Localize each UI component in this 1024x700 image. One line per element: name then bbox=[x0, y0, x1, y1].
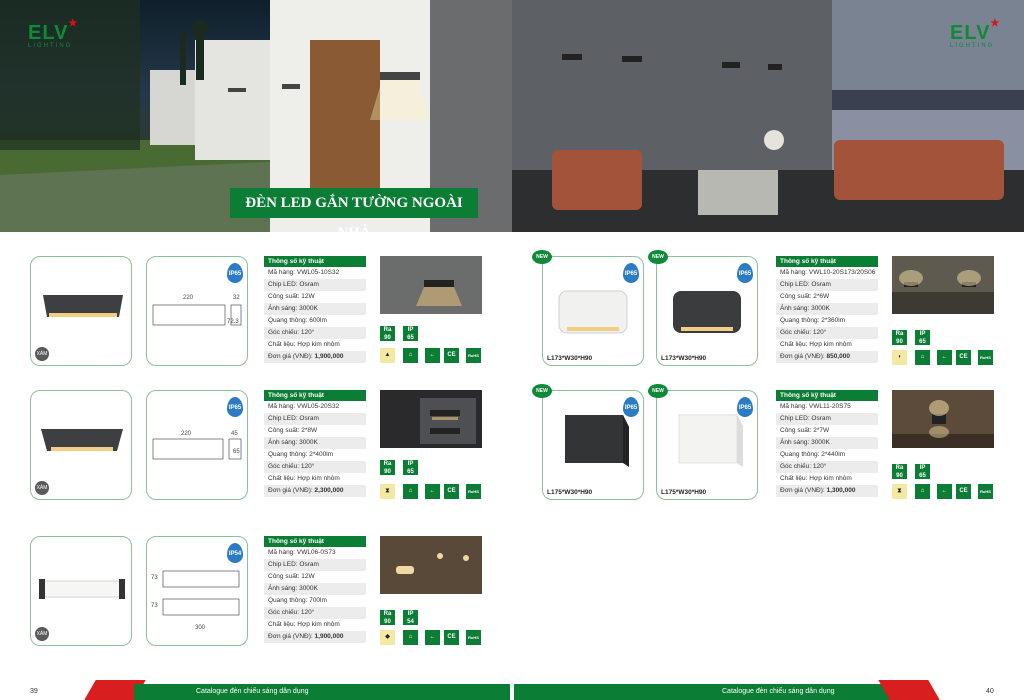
arrow-icon: ← bbox=[937, 350, 952, 365]
dim-depth: 45 bbox=[231, 431, 238, 437]
spec-flux: Quang thông: 2*440lm bbox=[776, 449, 878, 461]
size-label: L173*W30*H90 bbox=[661, 355, 707, 362]
spec-angle: Góc chiếu: 120° bbox=[264, 607, 366, 619]
outdoor-icon: ⌂ bbox=[915, 350, 930, 365]
product-lamp-image bbox=[557, 289, 629, 335]
spec-power: Công suất: 12W bbox=[264, 571, 366, 583]
spec-flux: Quang thông: 600lm bbox=[264, 315, 366, 327]
product-lamp-image bbox=[559, 411, 631, 467]
arrow-icon: ← bbox=[425, 484, 440, 499]
outdoor-icon: ⌂ bbox=[915, 484, 930, 499]
outdoor-icon: ⌂ bbox=[403, 484, 418, 499]
spec-price: Đơn giá (VNĐ): 2,300,000 bbox=[264, 485, 366, 497]
product-lamp-image bbox=[671, 289, 743, 335]
spec-power: Công suất: 2*6W bbox=[776, 291, 878, 303]
installation-photo bbox=[892, 256, 994, 314]
hero-scene-right bbox=[512, 0, 1024, 232]
product-card-black-vwl11 bbox=[542, 390, 644, 500]
spec-title: Thông số kỹ thuật bbox=[776, 256, 878, 267]
dimension-card-vwl06-0s73 bbox=[146, 536, 248, 646]
spec-table-vwl10 bbox=[776, 256, 878, 363]
product-card-white-vwl11 bbox=[656, 390, 758, 500]
product-lamp-image bbox=[39, 425, 127, 455]
spec-code: Mã hàng: VWL10-20S173/20S06 bbox=[776, 267, 878, 279]
arrow-icon: ← bbox=[937, 484, 952, 499]
hero-image-right bbox=[512, 0, 1024, 232]
ra-icon: Ra 90 bbox=[892, 464, 907, 479]
spec-angle: Góc chiếu: 120° bbox=[776, 327, 878, 339]
new-badge: NEW bbox=[532, 250, 552, 264]
dim-width: 300 bbox=[195, 625, 206, 631]
brand-logo-right: ELV ★ LIGHTING bbox=[950, 18, 1001, 49]
page-number-left: 39 bbox=[30, 688, 38, 695]
beam-icon: ◆ bbox=[380, 630, 395, 645]
spec-material: Chất liệu: Hợp kim nhôm bbox=[776, 339, 878, 351]
ce-icon: CE bbox=[444, 484, 459, 499]
spec-code: Mã hàng: VWL05-20S32 bbox=[264, 401, 366, 413]
spec-table-vwl05-10s32 bbox=[264, 256, 366, 363]
ip-icon: IP 65 bbox=[915, 464, 930, 479]
spec-light: Ánh sáng: 3000K bbox=[264, 437, 366, 449]
ip-icon: IP 65 bbox=[915, 330, 930, 345]
spec-power: Công suất: 2*7W bbox=[776, 425, 878, 437]
certification-icons bbox=[380, 460, 482, 502]
dimension-drawing bbox=[157, 567, 247, 627]
rohs-icon: RoHS bbox=[466, 630, 481, 645]
ip-rating-badge: IP65 bbox=[623, 263, 639, 283]
spec-chip: Chip LED: Osram bbox=[264, 559, 366, 571]
rohs-icon: RoHS bbox=[466, 484, 481, 499]
ip-rating-badge: IP65 bbox=[227, 397, 243, 417]
spec-flux: Quang thông: 700lm bbox=[264, 595, 366, 607]
spec-angle: Góc chiếu: 120° bbox=[264, 461, 366, 473]
product-lamp-image bbox=[37, 575, 127, 603]
dimension-card-vwl05-10s32 bbox=[146, 256, 248, 366]
spec-title: Thông số kỹ thuật bbox=[264, 256, 366, 267]
spec-chip: Chip LED: Osram bbox=[776, 279, 878, 291]
dim-height: 72.3 bbox=[227, 319, 239, 325]
new-badge: NEW bbox=[648, 384, 668, 398]
ip-rating-badge: IP65 bbox=[623, 397, 639, 417]
footer-caption-right: Catalogue đèn chiếu sáng dân dụng bbox=[722, 688, 835, 695]
ce-icon: CE bbox=[956, 350, 971, 365]
ra-icon: Ra 90 bbox=[380, 610, 395, 625]
arrow-icon: ← bbox=[425, 630, 440, 645]
beam-icon: ⧗ bbox=[892, 484, 907, 499]
certification-icons bbox=[380, 326, 482, 368]
product-card-white-vwl10 bbox=[542, 256, 644, 366]
color-badge-gray: XÁM bbox=[35, 627, 49, 641]
dim-height: 73 bbox=[151, 575, 158, 581]
spec-chip: Chip LED: Osram bbox=[776, 413, 878, 425]
hero-image-left bbox=[0, 0, 512, 241]
spec-title: Thông số kỹ thuật bbox=[264, 536, 366, 547]
ce-icon: CE bbox=[444, 348, 459, 363]
spec-angle: Góc chiếu: 120° bbox=[264, 327, 366, 339]
dimension-card-vwl05-20s32 bbox=[146, 390, 248, 500]
beam-icon: ◗ bbox=[892, 350, 907, 365]
spec-light: Ánh sáng: 3000K bbox=[776, 303, 878, 315]
color-badge-gray: XÁM bbox=[35, 481, 49, 495]
dim-depth: 32 bbox=[233, 295, 240, 301]
spec-code: Mã hàng: VWL05-10S32 bbox=[264, 267, 366, 279]
dimension-drawing bbox=[151, 301, 245, 331]
spec-table-vwl05-20s32 bbox=[264, 390, 366, 497]
spec-power: Công suất: 12W bbox=[264, 291, 366, 303]
rohs-icon: RoHS bbox=[466, 348, 481, 363]
outdoor-icon: ⌂ bbox=[403, 348, 418, 363]
product-photo-card-vwl05-10s32 bbox=[30, 256, 132, 366]
spec-material: Chất liệu: Hợp kim nhôm bbox=[264, 339, 366, 351]
spec-material: Chất liệu: Hợp kim nhôm bbox=[264, 473, 366, 485]
spec-price: Đơn giá (VNĐ): 1,300,000 bbox=[776, 485, 878, 497]
spec-light: Ánh sáng: 3000K bbox=[264, 583, 366, 595]
size-label: L175*W30*H90 bbox=[661, 489, 707, 496]
dim-width: 220 bbox=[183, 295, 194, 301]
product-photo-card-vwl05-20s32 bbox=[30, 390, 132, 500]
product-card-black-vwl10 bbox=[656, 256, 758, 366]
page-number-right: 40 bbox=[986, 688, 994, 695]
ip-rating-badge: IP65 bbox=[227, 263, 243, 283]
installation-photo bbox=[380, 256, 482, 314]
beam-icon: ▲ bbox=[380, 348, 395, 363]
spec-flux: Quang thông: 2*360lm bbox=[776, 315, 878, 327]
brand-logo-left: ELV ★ LIGHTING bbox=[28, 18, 79, 49]
dim-height: 65 bbox=[233, 449, 240, 455]
rohs-icon: RoHS bbox=[978, 484, 993, 499]
spec-angle: Góc chiếu: 120° bbox=[776, 461, 878, 473]
hero-title: ĐÈN LED GẮN TƯỜNG NGOÀI NHÀ bbox=[230, 188, 478, 218]
spec-table-vwl06-0s73 bbox=[264, 536, 366, 643]
ip-rating-badge: IP65 bbox=[737, 263, 753, 283]
spec-price: Đơn giá (VNĐ): 1,900,000 bbox=[264, 351, 366, 363]
product-lamp-image bbox=[39, 293, 127, 323]
spec-chip: Chip LED: Osram bbox=[264, 279, 366, 291]
installation-photo bbox=[892, 390, 994, 448]
ip-rating-badge: IP54 bbox=[227, 543, 243, 563]
spec-material: Chất liệu: Hợp kim nhôm bbox=[264, 619, 366, 631]
certification-icons bbox=[380, 610, 482, 652]
ip-icon: IP 65 bbox=[403, 460, 418, 475]
dim-depth: 73 bbox=[151, 603, 158, 609]
spec-code: Mã hàng: VWL06-0S73 bbox=[264, 547, 366, 559]
footer-bar-left bbox=[134, 684, 510, 700]
new-badge: NEW bbox=[532, 384, 552, 398]
product-lamp-image bbox=[673, 411, 745, 467]
spec-price: Đơn giá (VNĐ): 1,900,000 bbox=[264, 631, 366, 643]
spec-table-vwl11 bbox=[776, 390, 878, 497]
spec-light: Ánh sáng: 3000K bbox=[776, 437, 878, 449]
outdoor-icon: ⌂ bbox=[403, 630, 418, 645]
installation-photo bbox=[380, 536, 482, 594]
ip-icon: IP 65 bbox=[403, 326, 418, 341]
installation-photo bbox=[380, 390, 482, 448]
rohs-icon: RoHS bbox=[978, 350, 993, 365]
spec-title: Thông số kỹ thuật bbox=[776, 390, 878, 401]
footer-caption-left: Catalogue đèn chiếu sáng dân dụng bbox=[196, 688, 309, 695]
ce-icon: CE bbox=[956, 484, 971, 499]
size-label: L175*W30*H90 bbox=[547, 489, 593, 496]
size-label: L173*W30*H90 bbox=[547, 355, 593, 362]
footer-accent-right bbox=[878, 680, 940, 700]
certification-icons bbox=[892, 464, 994, 506]
arrow-icon: ← bbox=[425, 348, 440, 363]
spec-power: Công suất: 2*8W bbox=[264, 425, 366, 437]
color-badge-gray: XÁM bbox=[35, 347, 49, 361]
ce-icon: CE bbox=[444, 630, 459, 645]
ra-icon: Ra 90 bbox=[892, 330, 907, 345]
dim-width: 220 bbox=[181, 431, 192, 437]
spec-flux: Quang thông: 2*400lm bbox=[264, 449, 366, 461]
spec-title: Thông số kỹ thuật bbox=[264, 390, 366, 401]
spec-light: Ánh sáng: 3000K bbox=[264, 303, 366, 315]
product-photo-card-vwl06-0s73 bbox=[30, 536, 132, 646]
dimension-drawing bbox=[151, 437, 245, 461]
ra-icon: Ra 90 bbox=[380, 326, 395, 341]
ip-icon: IP 54 bbox=[403, 610, 418, 625]
spec-code: Mã hàng: VWL11-20S75 bbox=[776, 401, 878, 413]
ip-rating-badge: IP65 bbox=[737, 397, 753, 417]
ra-icon: Ra 90 bbox=[380, 460, 395, 475]
new-badge: NEW bbox=[648, 250, 668, 264]
spec-material: Chất liệu: Hợp kim nhôm bbox=[776, 473, 878, 485]
spec-price: Đơn giá (VNĐ): 850,000 bbox=[776, 351, 878, 363]
spec-chip: Chip LED: Osram bbox=[264, 413, 366, 425]
beam-icon: ⧗ bbox=[380, 484, 395, 499]
certification-icons bbox=[892, 330, 994, 372]
